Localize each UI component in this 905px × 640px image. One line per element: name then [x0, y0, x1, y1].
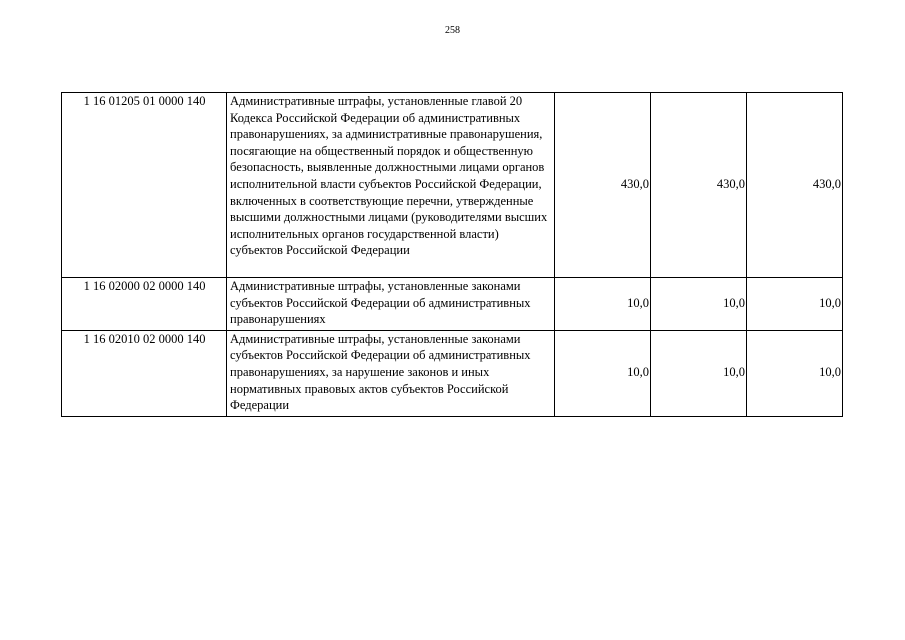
amount-cell-year-3: 430,0 — [747, 93, 843, 278]
amount-cell-year-1: 430,0 — [555, 93, 651, 278]
amount-cell-year-2: 430,0 — [651, 93, 747, 278]
table-row — [62, 330, 843, 416]
revenue-name-cell: Административные штрафы, установленные законами субъектов Российской Федерации об административных правонарушениях, за нарушение законов и иных нормативных правовых актов субъектов Российской Федерации — [227, 330, 555, 416]
amount-cell-year-1: 10,0 — [555, 277, 651, 330]
amount-cell-year-2: 10,0 — [651, 277, 747, 330]
table-row — [62, 277, 843, 330]
table-row — [62, 93, 843, 278]
revenue-code-cell: 1 16 01205 01 0000 140 — [62, 93, 227, 278]
budget-revenue-table — [61, 92, 843, 417]
amount-cell-year-2: 10,0 — [651, 330, 747, 416]
revenue-name-cell: Административные штрафы, установленные законами субъектов Российской Федерации об административных правонарушениях — [227, 277, 555, 330]
amount-cell-year-1: 10,0 — [555, 330, 651, 416]
amount-cell-year-3: 10,0 — [747, 277, 843, 330]
revenue-code-cell: 1 16 02010 02 0000 140 — [62, 330, 227, 416]
amount-cell-year-3: 10,0 — [747, 330, 843, 416]
revenue-code-cell: 1 16 02000 02 0000 140 — [62, 277, 227, 330]
revenue-name-cell: Административные штрафы, установленные главой 20 Кодекса Российской Федерации об административных правонарушениях, за административные правонарушения, посягающие на общественный порядок и общественную безопасность, выявленные должностными лицами органов исполнительной власти субъектов Российской Федерации, включенных в соответствующие перечни, утвержденные высшими должностными лицами (руководителями высших исполнительных органов государственной власти) субъектов Российской Федерации — [227, 93, 555, 278]
page-number: 258 — [445, 25, 460, 36]
